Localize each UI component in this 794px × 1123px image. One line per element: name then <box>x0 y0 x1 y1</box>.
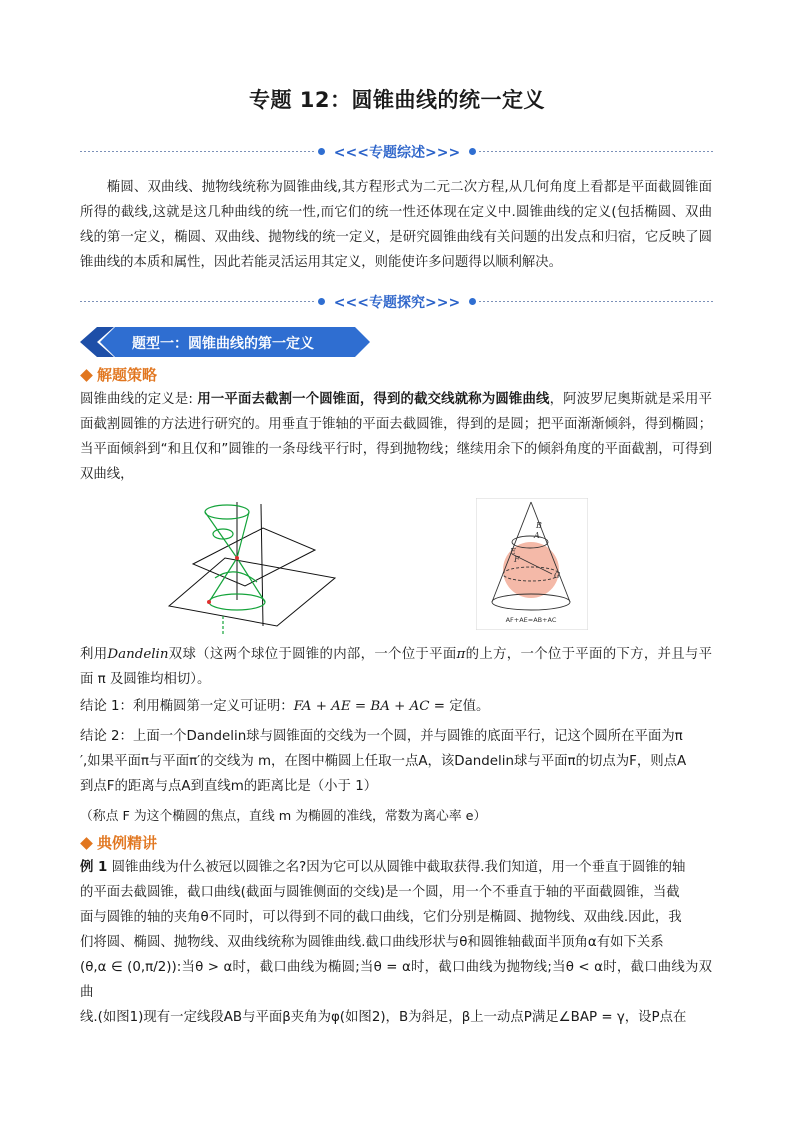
diamond-icon <box>80 369 93 382</box>
example-1-line: 线.(如图1)现有一定线段AB与平面β夹角为φ(如图2)，B为斜足，β上一动点P满足∠BAP = γ，设P点在 <box>80 1010 687 1025</box>
strategy-rest: ，阿波罗尼奥斯就是采用平面截割圆锥的方法进行研究的。用垂直于锥轴的平面去截圆锥，得到的是圆；把平面渐渐倾斜，得到椭圆；当平面倾斜到“和且仅和”圆锥的一条母线平行时，得到抛物线；继续用余下的倾斜角度的平面截割，可得到双曲线， <box>80 392 712 482</box>
conclusion-2-line: 结论 2：上面一个Dandelin球与圆锥面的交线为一个圆，并与圆锥的底面平行，记这个圆所在平面为π <box>80 729 683 744</box>
figure-caption: AF+AE=AB+AC <box>505 616 557 624</box>
divider-line <box>479 301 714 302</box>
diamond-icon <box>80 837 93 850</box>
dandelin-sphere-figure <box>476 498 588 630</box>
example-1-line: 面与圆锥的轴的夹角θ不同时，可以得到不同的截口曲线，它们分别是椭圆、抛物线、双曲线.因此，我 <box>80 910 682 925</box>
section-label-overview: <<<专题综述>>> <box>333 145 461 161</box>
apex-marker <box>235 556 239 560</box>
strategy-definition: 用一平面去截割一个圆锥面，得到的截交线就称为圆锥曲线 <box>197 392 550 407</box>
example-1-line-text: 圆锥曲线为什么被冠以圆锥之名?因为它可以从圆锥中截取获得.我们知道，用一个垂直于圆锥的轴 <box>111 860 686 875</box>
conclusion-2-line: 到点F的距离与点A到直线m的距离比是（小于 1） <box>80 779 378 794</box>
label-b: B <box>536 521 542 530</box>
overview-paragraph: 椭圆、双曲线、抛物线统称为圆锥曲线,其方程形式为二元二次方程,从几何角度上看都是平面截圆锥面所得的截线,这就是这几种曲线的统一性,而它们的统一性还体现在定义中.圆锥曲线的定义(包括椭圆、双曲线的第一定义，椭圆、双曲线、抛物线的统一定义，是研究圆锥曲线有关问题的出发点和归宿，它反映了圆锥曲线的本质和属性，因此若能灵活运用其定义，则能使许多问题得以顺利解决。 <box>80 180 712 270</box>
cone-top-circle <box>205 505 249 519</box>
conclusion-2-line: ′,如果平面π与平面π′的交线为 m，在图中椭圆上任取一点A，该Dandelin球与平面π的切点为F，则点A <box>80 754 687 769</box>
cutting-plane-lower <box>169 558 335 626</box>
example-heading-label: 典例精讲 <box>97 834 158 852</box>
example-1-line <box>80 855 712 880</box>
dandelin-text1: 双球（这两个球位于圆锥的内部，一个位于平面 <box>168 647 457 662</box>
topic-banner-label: 题型一：圆锥曲线的第一定义 <box>132 336 314 352</box>
dot-icon <box>469 148 476 155</box>
pi-symbol: π <box>456 647 466 662</box>
label-a: A <box>534 531 540 540</box>
example-1-label: 例 1 <box>80 860 108 875</box>
example-heading <box>80 832 157 853</box>
strategy-lead: 圆锥曲线的定义是: <box>80 392 198 407</box>
label-c: C <box>554 571 561 580</box>
example-1-line: 的平面去截圆锥，截口曲线(截面与圆锥侧面的交线)是一个圆，用一个不垂直于轴的平面截圆锥，当截 <box>80 885 680 900</box>
page-title: 专题 12：圆锥曲线的统一定义 <box>248 88 546 112</box>
strategy-heading-label: 解题策略 <box>97 366 158 384</box>
dandelin-text2: 的上方，一个位于平面的下方，并且与平面 π 及圆锥均相切）。 <box>80 647 713 687</box>
strategy-heading <box>80 364 157 385</box>
dandelin-term: Dandelin <box>107 647 169 662</box>
cutting-plane-upper <box>193 528 315 586</box>
section-divider-overview <box>80 142 714 162</box>
topic-banner <box>80 327 370 357</box>
focus-note: （称点 F 为这个椭圆的焦点，直线 m 为椭圆的准线，常数为离心率 e） <box>80 809 487 824</box>
conclusion-1-formula: FA + AE = BA + AC <box>293 699 430 714</box>
section-label-explore: <<<专题探究>>> <box>333 295 461 311</box>
conclusion-1-suffix: = 定值。 <box>429 699 490 714</box>
example-1-line: 们将圆、椭圆、抛物线、双曲线统称为圆锥曲线.截口曲线形状与θ和圆锥轴截面半顶角α有如下关系 <box>80 935 664 950</box>
label-e: E <box>510 547 516 556</box>
divider-line <box>479 151 714 152</box>
label-f: F <box>514 555 520 564</box>
example-1 <box>80 855 712 1030</box>
dot-icon <box>469 298 476 305</box>
conclusion-2 <box>80 724 712 799</box>
dandelin-prefix: 利用 <box>80 647 108 662</box>
conclusion-1-label: 结论 1：利用椭圆第一定义可证明： <box>80 699 294 714</box>
point-marker <box>207 600 211 604</box>
example-1-line: (θ,α ∈ (0,π/2)):当θ > α时，截口曲线为椭圆;当θ = α时，截口曲线为抛物线;当θ < α时，截口曲线为双曲 <box>80 960 712 1000</box>
double-cone-figure <box>165 498 340 636</box>
conclusion-1 <box>80 694 712 719</box>
section-divider-explore <box>80 292 714 312</box>
dandelin-paragraph <box>80 642 712 692</box>
cone-generator <box>237 512 249 558</box>
strategy-paragraph <box>80 387 712 487</box>
